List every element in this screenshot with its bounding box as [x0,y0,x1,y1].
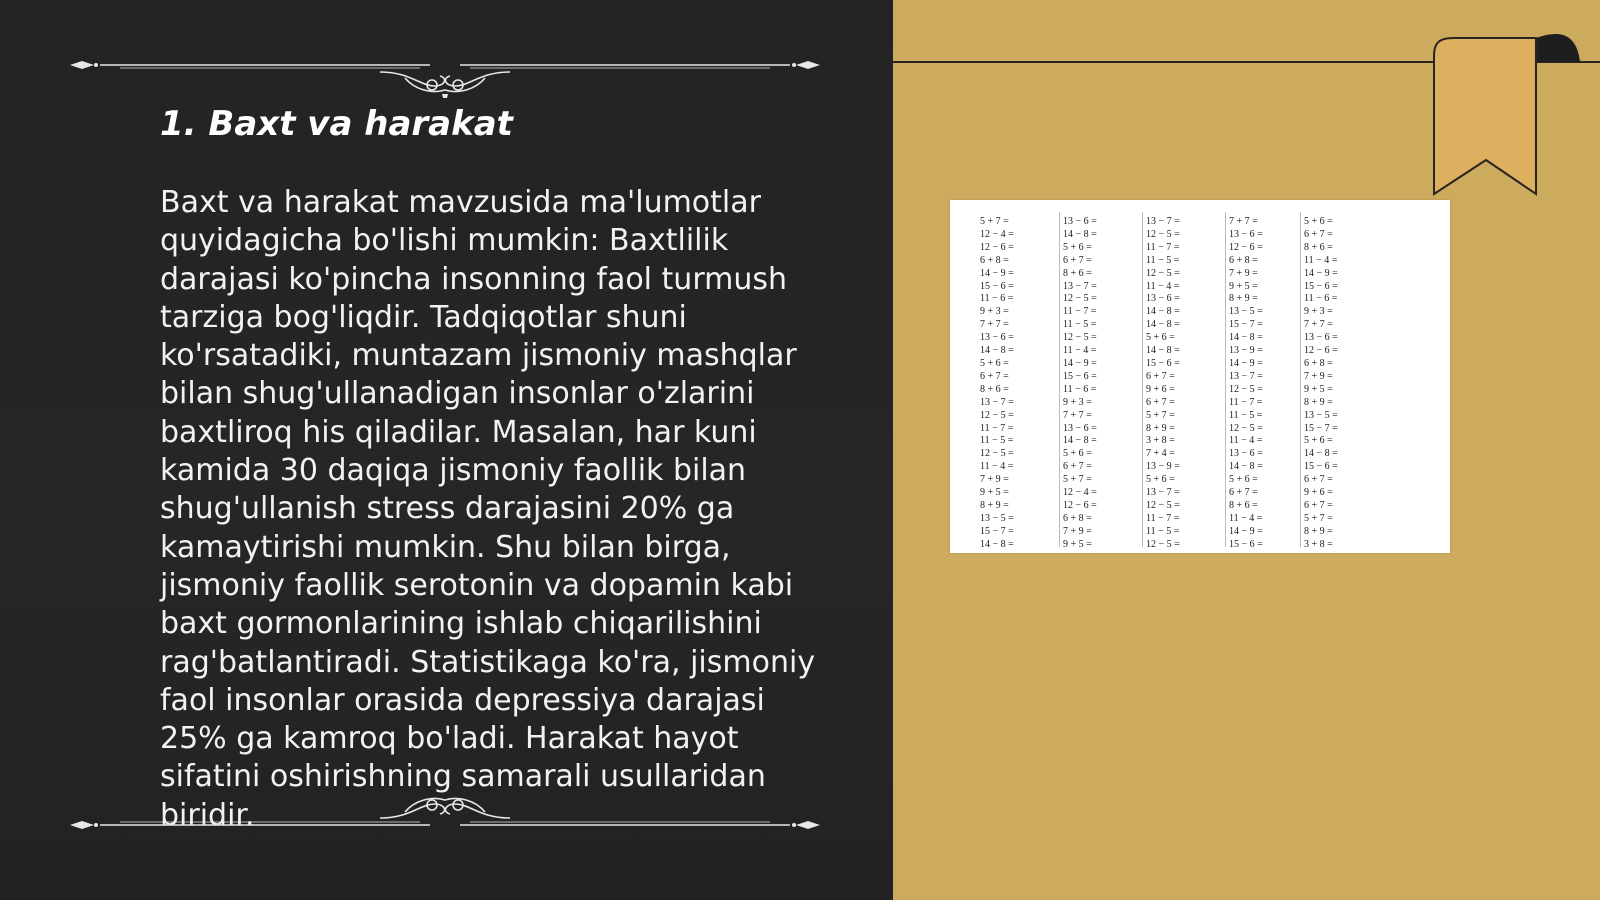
worksheet-column-rule [1142,212,1143,547]
worksheet-problem: 11 − 6 = [1304,293,1338,305]
worksheet-problem: 13 − 9 = [1229,345,1263,357]
worksheet-problem: 5 + 6 = [1146,332,1175,344]
worksheet-problem: 12 − 4 = [1063,487,1097,499]
worksheet-problem: 11 − 4 = [1063,345,1097,357]
worksheet-problem: 14 − 8 = [1063,435,1097,447]
worksheet-problem: 12 − 5 = [1146,538,1180,550]
worksheet-problem: 5 + 6 = [1229,474,1258,486]
worksheet-problem: 11 − 4 = [1229,512,1263,524]
worksheet-column-rule [1300,212,1301,547]
worksheet-problem: 12 − 5 = [980,409,1014,421]
worksheet-column [1229,216,1299,552]
worksheet-problem: 8 + 9 = [1304,396,1333,408]
worksheet-problem: 7 + 7 = [1304,319,1333,331]
worksheet-problem: 5 + 6 = [1304,435,1333,447]
worksheet-problem: 14 − 8 = [1146,306,1180,318]
worksheet-problem: 13 − 6 = [980,332,1014,344]
worksheet-problem: 7 + 9 = [1063,525,1092,537]
worksheet-problem: 13 − 5 = [1229,306,1263,318]
worksheet-problem: 15 − 6 = [1304,461,1338,473]
worksheet-problem: 9 + 5 = [1304,383,1333,395]
worksheet-problem: 14 − 8 = [1304,448,1338,460]
worksheet-problem: 15 − 6 = [1146,357,1180,369]
worksheet-problem: 13 − 7 = [980,396,1014,408]
worksheet-problem: 6 + 7 = [1304,228,1333,240]
worksheet-problem: 11 − 7 = [1063,306,1097,318]
worksheet-problem: 13 − 5 = [1304,409,1338,421]
worksheet-problem: 11 − 5 = [1229,409,1263,421]
worksheet-problem: 11 − 5 = [1063,319,1097,331]
worksheet-problem: 13 − 6 = [1229,228,1263,240]
worksheet-problem: 9 + 6 = [1304,487,1333,499]
worksheet-problem: 5 + 7 = [1146,409,1175,421]
worksheet-problem: 14 − 8 = [980,345,1014,357]
worksheet-problem: 12 − 5 = [980,448,1014,460]
worksheet-problem: 9 + 3 = [1304,306,1333,318]
worksheet-problem: 11 − 6 = [980,293,1014,305]
worksheet-problem: 14 − 9 = [1304,267,1338,279]
worksheet-problem: 6 + 7 = [1229,487,1258,499]
worksheet-problem: 11 − 5 = [1146,254,1180,266]
worksheet-problem: 6 + 8 = [980,254,1009,266]
worksheet-problem: 9 + 5 = [1229,280,1258,292]
top-ornament-divider [60,38,830,98]
worksheet-problem: 9 + 6 = [1146,383,1175,395]
worksheet-column [1304,216,1374,552]
worksheet-problem: 5 + 6 = [980,357,1009,369]
worksheet-problem: 13 − 9 = [1146,461,1180,473]
worksheet-problem: 13 − 7 = [1229,370,1263,382]
worksheet-problem: 7 + 7 = [1063,409,1092,421]
worksheet-problem: 15 − 7 = [1304,422,1338,434]
worksheet-column [1063,216,1133,552]
worksheet-problem: 12 − 6 = [1304,345,1338,357]
worksheet-problem: 8 + 9 = [1304,525,1333,537]
worksheet-problem: 11 − 6 = [1063,383,1097,395]
bookmark-ribbon-decoration [1430,34,1600,204]
worksheet-problem: 15 − 6 = [1304,280,1338,292]
worksheet-problem: 15 − 6 = [980,280,1014,292]
worksheet-problem: 13 − 6 = [1229,448,1263,460]
worksheet-problem: 14 − 9 = [1229,525,1263,537]
worksheet-problem: 12 − 5 = [1063,332,1097,344]
worksheet-problem: 11 − 7 = [1146,241,1180,253]
worksheet-problem: 5 + 6 = [1146,474,1175,486]
worksheet-problem: 11 − 4 = [1304,254,1338,266]
worksheet-problem: 13 − 6 = [1063,422,1097,434]
worksheet-problem: 15 − 6 = [1229,538,1263,550]
worksheet-problem: 13 − 6 = [1304,332,1338,344]
worksheet-problem: 12 − 5 = [1146,228,1180,240]
worksheet-column-rule [1225,212,1226,547]
worksheet-problem: 8 + 6 = [1304,241,1333,253]
worksheet-problem: 6 + 7 = [1146,396,1175,408]
bottom-ornament-divider [60,780,830,840]
worksheet-problem: 14 − 8 = [1146,345,1180,357]
worksheet-problem: 11 − 7 = [1146,512,1180,524]
worksheet-problem: 13 − 5 = [980,512,1014,524]
worksheet-problem: 14 − 9 = [1229,357,1263,369]
worksheet-problem: 7 + 9 = [1229,267,1258,279]
worksheet-problem: 13 − 6 = [1146,293,1180,305]
worksheet-problem: 14 − 8 = [980,538,1014,550]
worksheet-problem: 6 + 7 = [1304,474,1333,486]
worksheet-problem: 6 + 7 = [1146,370,1175,382]
worksheet-problem: 12 − 5 = [1146,267,1180,279]
worksheet-problem: 5 + 6 = [1304,216,1333,227]
worksheet-problem: 11 − 4 = [1229,435,1263,447]
worksheet-problem: 15 − 7 = [1229,319,1263,331]
worksheet-problem: 6 + 8 = [1304,357,1333,369]
worksheet-problem: 13 − 7 = [1146,487,1180,499]
worksheet-problem: 13 − 7 = [1063,280,1097,292]
worksheet-problem: 6 + 7 = [980,370,1009,382]
worksheet-problem: 7 + 4 = [1146,448,1175,460]
worksheet-problem: 8 + 6 = [1229,499,1258,511]
worksheet-problem: 9 + 3 = [1063,396,1092,408]
worksheet-problem: 12 − 6 = [980,241,1014,253]
worksheet-problem: 6 + 8 = [1063,512,1092,524]
worksheet-problem: 6 + 7 = [1304,499,1333,511]
worksheet-problem: 8 + 9 = [1229,293,1258,305]
worksheet-problem: 15 − 6 = [1063,370,1097,382]
worksheet-problem: 5 + 7 = [1063,474,1092,486]
worksheet-problem: 11 − 5 = [1146,525,1180,537]
worksheet-problem: 8 + 9 = [1146,422,1175,434]
worksheet-problem: 9 + 5 = [1063,538,1092,550]
worksheet-column [1146,216,1216,552]
worksheet-problem: 14 − 9 = [980,267,1014,279]
worksheet-problem: 14 − 8 = [1063,228,1097,240]
worksheet-problem: 8 + 9 = [980,499,1009,511]
worksheet-problem: 14 − 8 = [1229,332,1263,344]
math-worksheet-image [950,200,1450,553]
worksheet-problem: 12 − 5 = [1063,293,1097,305]
worksheet-problem: 6 + 8 = [1229,254,1258,266]
worksheet-problem: 7 + 9 = [980,474,1009,486]
worksheet-problem: 11 − 5 = [980,435,1014,447]
worksheet-problem: 8 + 6 = [980,383,1009,395]
worksheet-problem: 14 − 9 = [1063,357,1097,369]
worksheet-problem: 12 − 5 = [1229,422,1263,434]
worksheet-problem: 12 − 4 = [980,228,1014,240]
worksheet-problem: 7 + 7 = [980,319,1009,331]
worksheet-problem: 5 + 6 = [1063,241,1092,253]
worksheet-problem: 11 − 4 = [1146,280,1180,292]
worksheet-problem: 14 − 8 = [1146,319,1180,331]
worksheet-problem: 12 − 5 = [1146,499,1180,511]
worksheet-problem: 13 − 6 = [1063,216,1097,227]
worksheet-problem: 11 − 7 = [1229,396,1263,408]
worksheet-problem: 8 + 6 = [1063,267,1092,279]
worksheet-column-rule [1059,212,1060,547]
worksheet-problem: 3 + 8 = [1146,435,1175,447]
worksheet-problem: 9 + 5 = [980,487,1009,499]
worksheet-problem: 5 + 7 = [980,216,1009,227]
worksheet-problem: 3 + 8 = [1304,538,1333,550]
worksheet-problem: 11 − 4 = [980,461,1014,473]
slide-body-text: Baxt va harakat mavzusida ma'lumotlar quyidagicha bo'lishi mumkin: Baxtlilik darajasi ko'pincha insonning faol turmush tarziga bog'liqdir. Tadqiqotlar shuni ko'rsatadiki, muntazam jismoniy mashqlar bilan shug'ullanadigan insonlar o'zlarini baxtliroq his qiladilar. Masalan, har kuni kamida 30 daqiqa jismoniy faollik bilan shug'ullanish stress darajasini 20% ga kamaytirishi mumkin. Shu bilan birga, jismoniy faollik serotonin va dopamin kabi baxt gormonlarining ishlab chiqarilishini rag'batlantiradi. Statistikaga ko'ra, jismoniy faol insonlar orasida depressiya darajasi 25% ga kamroq bo'ladi. Harakat hayot sifatini oshirishning samarali usullaridan biridir. [160,185,816,833]
worksheet-problem: 7 + 7 = [1229,216,1258,227]
slide-title: 1. Baxt va harakat [160,104,513,144]
worksheet-column [980,216,1050,552]
worksheet-problem: 14 − 8 = [1229,461,1263,473]
worksheet-problem: 12 − 6 = [1229,241,1263,253]
worksheet-problem: 11 − 7 = [980,422,1014,434]
worksheet-problem: 12 − 5 = [1229,383,1263,395]
worksheet-problem: 15 − 7 = [980,525,1014,537]
worksheet-problem: 6 + 7 = [1063,461,1092,473]
worksheet-problem: 9 + 3 = [980,306,1009,318]
worksheet-problem: 12 − 6 = [1063,499,1097,511]
worksheet-problem: 5 + 6 = [1063,448,1092,460]
worksheet-problem: 5 + 7 = [1304,512,1333,524]
worksheet-problem: 7 + 9 = [1304,370,1333,382]
worksheet-problem: 13 − 7 = [1146,216,1180,227]
worksheet-problem: 6 + 7 = [1063,254,1092,266]
